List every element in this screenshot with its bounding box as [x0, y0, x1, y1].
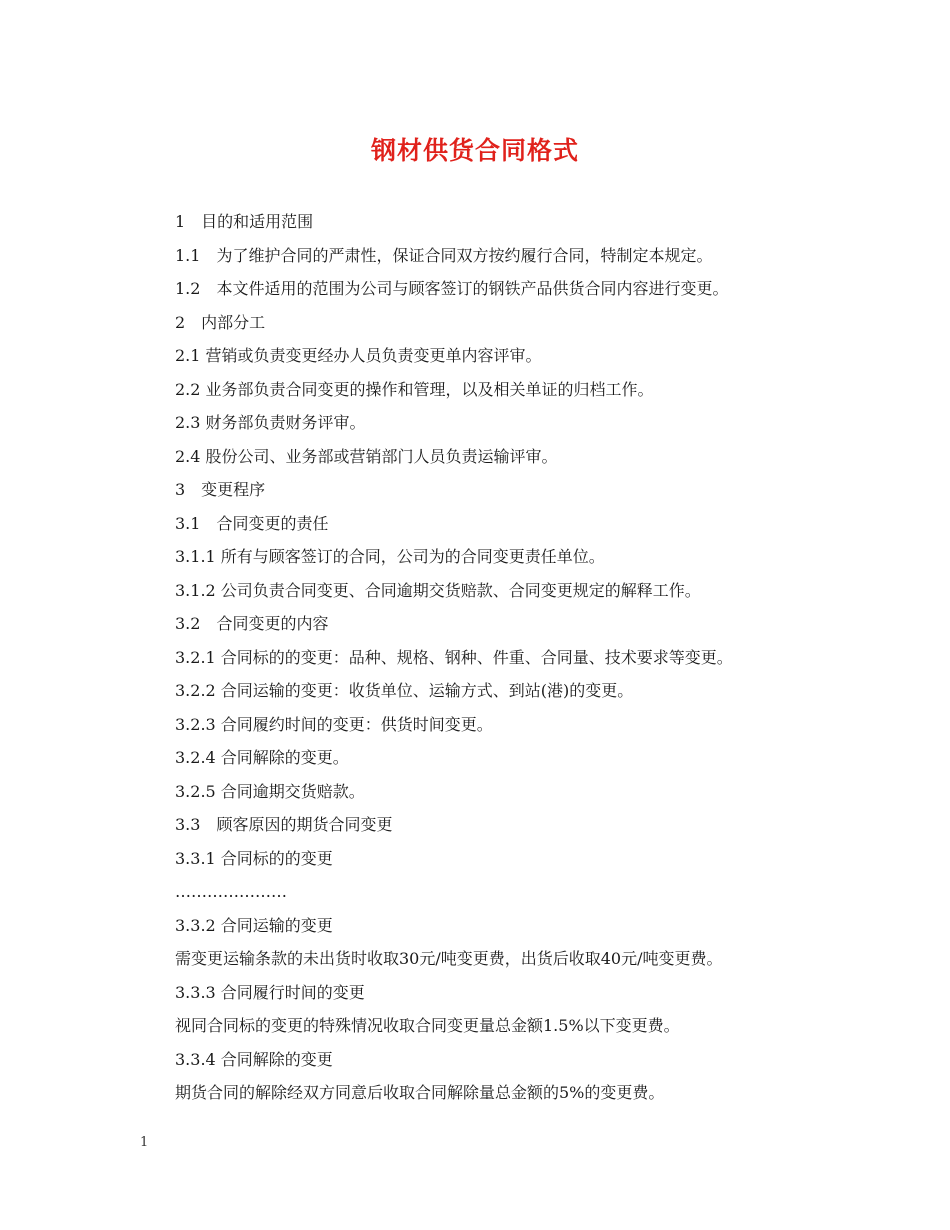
paragraph-line: 3.2.2 合同运输的变更：收货单位、运输方式、到站(港)的变更。	[175, 681, 634, 700]
paragraph-line: 2.3 财务部负责财务评审。	[175, 413, 366, 432]
section-heading: 1 目的和适用范围	[175, 212, 314, 231]
paragraph-line: 3.2.3 合同履约时间的变更：供货时间变更。	[175, 714, 493, 734]
paragraph-line: 3.2.4 合同解除的变更。	[175, 748, 349, 767]
paragraph-line: 3.2.1 合同标的的变更：品种、规格、钢种、件重、合同量、技术要求等变更。	[175, 647, 733, 667]
paragraph-line: 2.4 股份公司、业务部或营销部门人员负责运输评审。	[175, 446, 558, 466]
paragraph-line: 2.2 业务部负责合同变更的操作和管理，以及相关单证的归档工作。	[175, 379, 654, 399]
subsection-heading: 3.1 合同变更的责任	[175, 513, 329, 533]
section-heading: 3 变更程序	[175, 480, 266, 499]
paragraph-line: 期货合同的解除经双方同意后收取合同解除量总金额的5%的变更费。	[175, 1083, 665, 1102]
section-heading: 2 内部分工	[175, 312, 266, 332]
document-title: 钢材供货合同格式	[370, 136, 579, 165]
page-number: 1	[140, 1135, 149, 1150]
paragraph-line: 视同合同标的变更的特殊情况收取合同变更量总金额1.5%以下变更费。	[175, 1016, 680, 1035]
paragraph-line: 3.3.2 合同运输的变更	[175, 915, 333, 935]
paragraph-line: 3.3.1 合同标的的变更	[175, 848, 333, 868]
paragraph-line: 3.2.5 合同逾期交货赔款。	[175, 781, 365, 801]
document-body	[175, 205, 875, 1110]
paragraph-line: 1.2 本文件适用的范围为公司与顾客签订的钢铁产品供货合同内容进行变更。	[175, 279, 729, 298]
paragraph-line: 3.3.4 合同解除的变更	[175, 1049, 333, 1069]
paragraph-line: 3.1.2 公司负责合同变更、合同逾期交货赔款、合同变更规定的解释工作。	[175, 580, 701, 600]
ellipsis-line: …………………	[175, 882, 287, 901]
paragraph-line: 需变更运输条款的未出货时收取30元/吨变更费，出货后收取40元/吨变更费。	[175, 949, 723, 968]
paragraph-line: 3.3.3 合同履行时间的变更	[175, 982, 365, 1002]
paragraph-line: 2.1 营销或负责变更经办人员负责变更单内容评审。	[175, 346, 542, 365]
paragraph-line: 3.1.1 所有与顾客签订的合同，公司为的合同变更责任单位。	[175, 547, 605, 566]
paragraph-line: 1.1 为了维护合同的严肃性，保证合同双方按约履行合同，特制定本规定。	[175, 245, 713, 265]
subsection-heading: 3.2 合同变更的内容	[175, 614, 329, 633]
subsection-heading: 3.3 顾客原因的期货合同变更	[175, 815, 393, 834]
